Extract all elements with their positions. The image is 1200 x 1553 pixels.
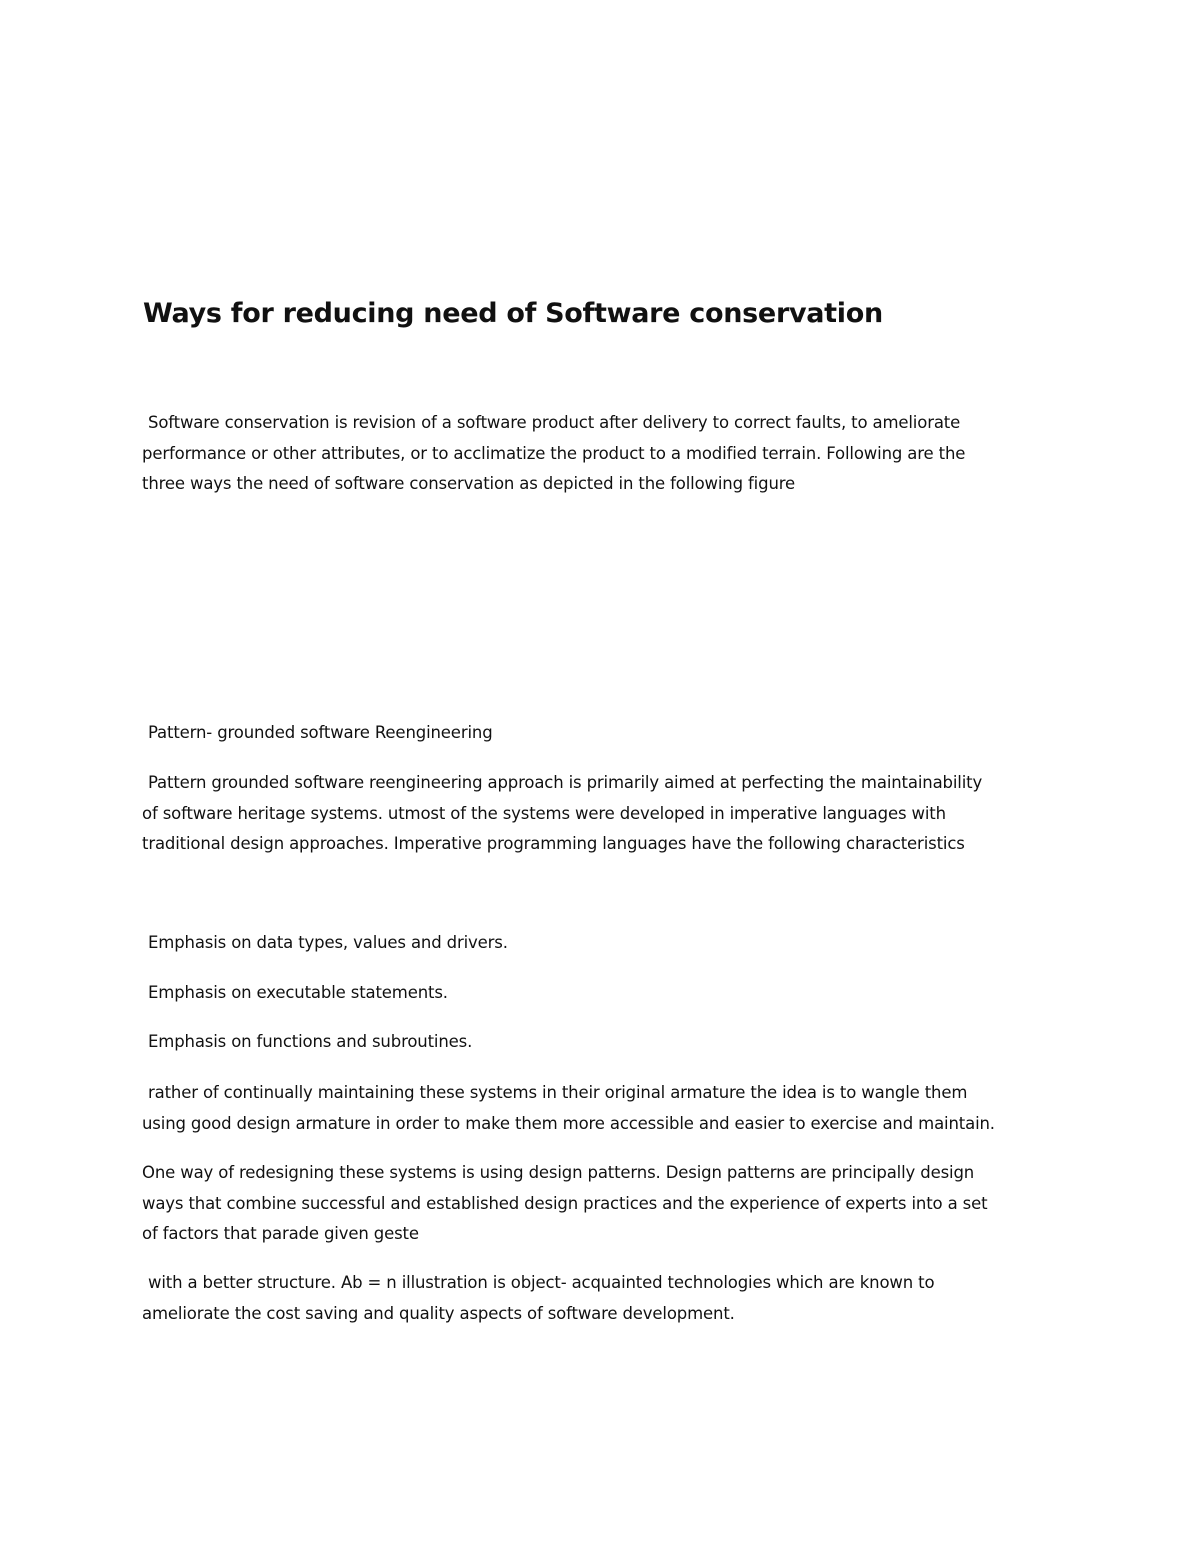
section-paragraph	[142, 768, 1062, 860]
structure-paragraph	[142, 1268, 1062, 1329]
characteristic-text: Emphasis on functions and subroutines.	[148, 1032, 473, 1051]
intro-line: performance or other attributes, or to acclimatize the product to a modified terrain. Following are the	[142, 443, 966, 463]
section-line: Pattern grounded software reengineering approach is primarily aimed at perfecting the maintainability	[148, 773, 983, 792]
structure-line: ameliorate the cost saving and quality aspects of software development.	[142, 1303, 735, 1323]
intro-paragraph	[142, 408, 1062, 500]
patterns-line: One way of redesigning these systems is using design patterns. Design patterns are principally design	[142, 1163, 975, 1182]
characteristic-item	[142, 1027, 1062, 1058]
characteristic-item	[142, 978, 1062, 1009]
section-line: traditional design approaches. Imperative programming languages have the following characteristics	[142, 834, 965, 853]
section-line: of software heritage systems. utmost of the systems were developed in imperative languages with	[142, 803, 946, 823]
section-heading	[142, 718, 1062, 749]
characteristic-item	[142, 928, 1062, 959]
rather-line: rather of continually maintaining these systems in their original armature the idea is to wangle them	[148, 1083, 968, 1102]
patterns-line: ways that combine successful and established design practices and the experience of experts into a set	[142, 1193, 988, 1213]
characteristic-text: Emphasis on data types, values and drivers.	[148, 933, 508, 952]
characteristic-text: Emphasis on executable statements.	[148, 983, 448, 1002]
patterns-paragraph	[142, 1158, 1062, 1250]
rather-paragraph	[142, 1078, 1062, 1139]
patterns-line: of factors that parade given geste	[142, 1224, 419, 1243]
structure-line: with a better structure. Ab = n illustration is object- acquainted technologies which are known to	[148, 1273, 935, 1292]
section-heading-text: Pattern- grounded software Reengineering	[148, 723, 493, 742]
intro-line: Software conservation is revision of a software product after delivery to correct faults, to ameliorate	[148, 413, 961, 432]
document-title: Ways for reducing need of Software conservation	[143, 298, 883, 329]
rather-line: using good design armature in order to make them more accessible and easier to exercise and maintain.	[142, 1113, 995, 1133]
intro-line: three ways the need of software conservation as depicted in the following figure	[142, 474, 796, 493]
